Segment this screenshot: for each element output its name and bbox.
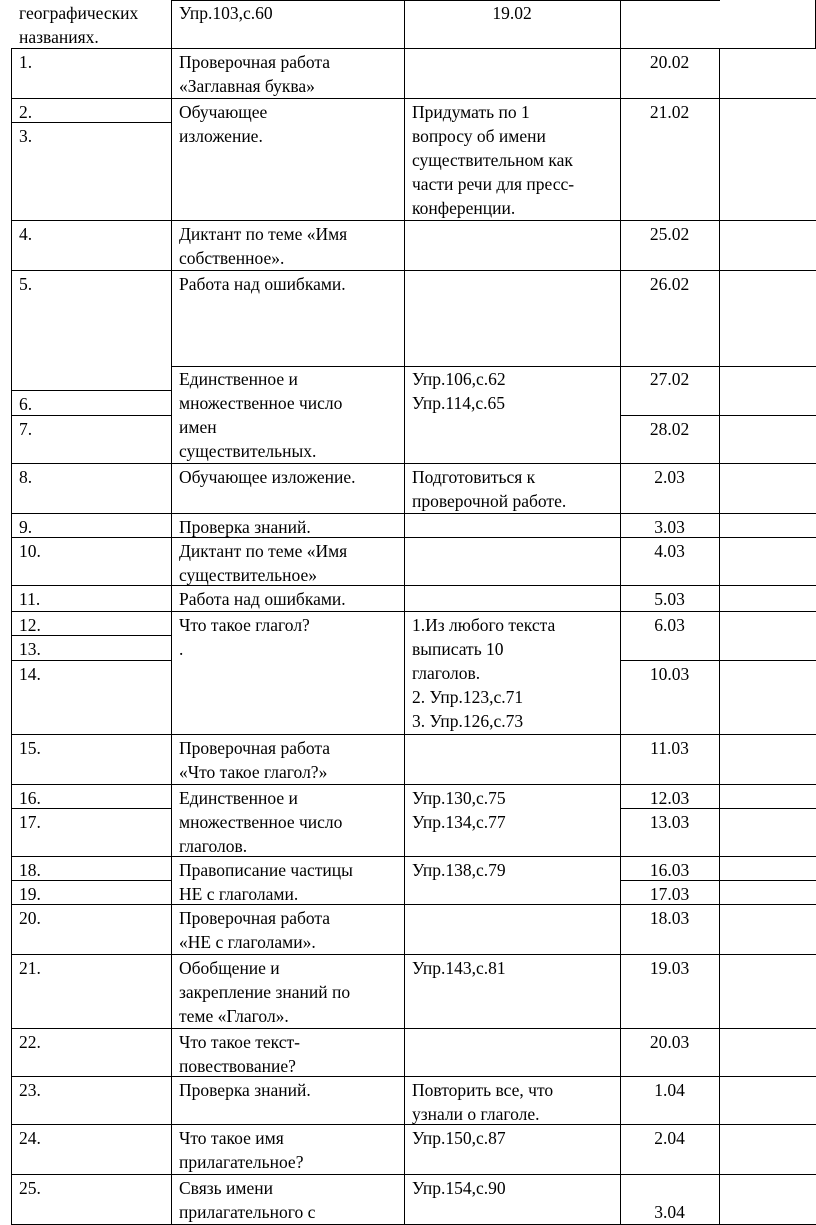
lesson-date: 5.03 — [654, 589, 685, 609]
lesson-number: 7. — [19, 419, 33, 439]
lesson-date: 20.03 — [649, 1032, 690, 1052]
lesson-topic: Обучающее изложение. — [179, 467, 356, 487]
lesson-date: 10.03 — [649, 664, 690, 684]
lesson-topic: Проверочная работа «Что такое глагол?» — [179, 738, 331, 782]
lesson-number: 11. — [19, 589, 41, 609]
lesson-date: 17.03 — [649, 884, 690, 904]
homework: Упр.130,с.75 Упр.134,с.77 — [412, 788, 506, 832]
lesson-number: географических названиях. — [19, 3, 139, 47]
homework: Упр.150,с.87 — [412, 1128, 506, 1148]
lesson-number: 23. — [19, 1080, 41, 1100]
lesson-topic: Проверка знаний. — [179, 1080, 311, 1100]
homework: Упр.154,с.90 — [412, 1178, 506, 1198]
lesson-topic: Единственное и множественное число имен существительных. — [179, 369, 343, 461]
lesson-number: 1. — [19, 52, 33, 72]
lesson-topic: Проверочная работа «Заглавная буква» — [179, 52, 331, 96]
lesson-date: 19.02 — [492, 3, 532, 23]
row-border — [11, 463, 816, 464]
lesson-number: 5. — [19, 274, 33, 294]
lesson-date: 3.03 — [654, 517, 685, 537]
lesson-number: 6. — [19, 394, 33, 414]
lesson-topic: Обучающее изложение. — [179, 102, 268, 146]
lesson-number: 22. — [19, 1032, 41, 1052]
lesson-date: 20.02 — [649, 52, 690, 72]
homework: Упр.143,с.81 — [412, 958, 506, 978]
lesson-topic: Проверочная работа «НЕ с глаголами». — [179, 908, 331, 952]
row-border — [11, 98, 816, 99]
lesson-number: 14. — [19, 664, 41, 684]
lesson-topic: Диктант по теме «Имя собственное». — [179, 224, 348, 268]
row-border — [11, 390, 172, 391]
homework: Подготовиться к проверочной работе. — [412, 467, 567, 511]
lesson-number: 10. — [19, 541, 41, 561]
lesson-topic: Связь имени прилагательного с — [179, 1178, 316, 1222]
row-border — [620, 415, 816, 416]
lesson-date: 27.02 — [649, 369, 690, 389]
lesson-date: 21.02 — [649, 102, 690, 122]
row-border — [11, 611, 816, 612]
lesson-date: 2.03 — [654, 467, 685, 487]
lesson-number: 4. — [19, 224, 33, 244]
row-border — [11, 856, 816, 857]
lesson-number: 19. — [19, 884, 41, 904]
row-border — [11, 270, 816, 271]
lesson-number: 16. — [19, 788, 41, 808]
row-border — [11, 1076, 816, 1077]
row-border — [11, 585, 816, 586]
lesson-number: 25. — [19, 1178, 41, 1198]
lesson-date: 4.03 — [654, 541, 685, 561]
lesson-topic: Работа над ошибками. — [179, 589, 346, 609]
lesson-topic: Проверка знаний. — [179, 517, 311, 537]
lesson-date: 19.03 — [649, 958, 690, 978]
lesson-date: 13.03 — [649, 812, 690, 832]
lesson-number: 2. — [19, 102, 33, 122]
lesson-topic: Что такое имя прилагательное? — [179, 1128, 304, 1172]
lesson-date: 28.02 — [649, 419, 690, 439]
lesson-number: 21. — [19, 958, 41, 978]
lesson-topic: Упр.103,с.60 — [179, 3, 273, 23]
lesson-number: 20. — [19, 908, 41, 928]
row-border — [11, 1174, 816, 1175]
lesson-date: 25.02 — [649, 224, 690, 244]
homework: Придумать по 1 вопросу об имени существительном как части речи для пресс- конференции. — [412, 102, 575, 218]
lesson-number: 12. — [19, 615, 41, 635]
lesson-date: 6.03 — [654, 615, 685, 635]
row-border — [11, 784, 816, 785]
lesson-topic: Правописание частицы НЕ с глаголами. — [179, 860, 353, 904]
lesson-topic: Обобщение и закрепление знаний по теме «Глагол». — [179, 958, 351, 1026]
lesson-date: 26.02 — [649, 274, 690, 294]
column-border — [11, 48, 12, 1225]
lesson-date: 2.04 — [654, 1128, 685, 1148]
lesson-number: 17. — [19, 812, 41, 832]
lesson-number: 13. — [19, 639, 41, 659]
lesson-topic: Что такое текст- повествование? — [179, 1032, 300, 1076]
lesson-topic: Единственное и множественное число глаголов. — [179, 788, 343, 856]
column-border — [171, 0, 172, 1225]
homework: Повторить все, что узнали о глаголе. — [412, 1080, 554, 1124]
lesson-number: 3. — [19, 126, 33, 146]
row-border — [620, 660, 816, 661]
column-border — [404, 0, 405, 1225]
row-border — [11, 513, 816, 514]
lesson-number: 18. — [19, 860, 41, 880]
lesson-date: 16.03 — [649, 860, 690, 880]
lesson-date: 1.04 — [654, 1080, 685, 1100]
lesson-date: 3.04 — [654, 1202, 685, 1222]
homework: 1.Из любого текста выписать 10 глаголов. 2. Упр.123,с.71 3. Упр.126,с.73 — [412, 615, 556, 731]
lesson-date: 11.03 — [650, 738, 689, 758]
homework: Упр.138,с.79 — [412, 860, 506, 880]
lesson-topic: Работа над ошибками. — [179, 274, 346, 294]
lesson-topic: Диктант по теме «Имя существительное» — [179, 541, 348, 585]
row-border — [11, 734, 816, 735]
lesson-number: 15. — [19, 738, 41, 758]
column-border — [719, 48, 720, 1225]
homework: Упр.106,с.62 Упр.114,с.65 — [412, 369, 506, 413]
row-border — [11, 1028, 816, 1029]
lesson-topic: Что такое глагол? . — [179, 615, 310, 659]
lesson-number: 24. — [19, 1128, 41, 1148]
lesson-date: 18.03 — [649, 908, 690, 928]
row-border — [11, 954, 816, 955]
lesson-date: 12.03 — [649, 788, 690, 808]
row-border — [11, 220, 816, 221]
lesson-number: 9. — [19, 517, 33, 537]
lesson-number: 8. — [19, 467, 33, 487]
